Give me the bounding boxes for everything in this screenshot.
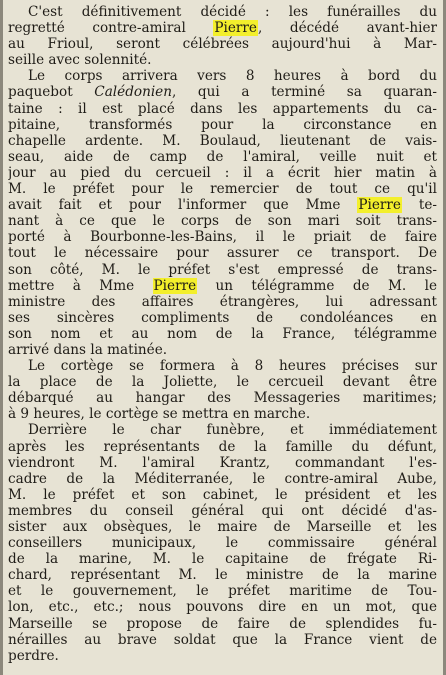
text-segment: jour au pied du cercueil : il a écrit hier matin à bbox=[8, 164, 437, 181]
highlighted-term: Pierre bbox=[153, 277, 197, 294]
text-line bbox=[8, 68, 437, 84]
text-segment: M. le préfet et son cabinet, le président et les bbox=[8, 486, 437, 503]
text-line bbox=[8, 20, 437, 36]
text-line bbox=[8, 84, 437, 100]
text-segment: seau, aide de camp de l'amiral, veille nuit et bbox=[8, 148, 437, 165]
text-line bbox=[8, 390, 437, 406]
text-line bbox=[8, 133, 437, 149]
text-line bbox=[8, 310, 437, 326]
text-line bbox=[8, 229, 437, 245]
text-segment: de la marine, M. le capitaine de frégate Ri- bbox=[8, 551, 437, 568]
text-line bbox=[8, 503, 437, 519]
text-segment: regretté contre-amiral bbox=[8, 20, 214, 37]
text-line bbox=[8, 455, 437, 471]
text-segment: Marseille se propose de faire de splendides fu- bbox=[8, 615, 437, 632]
text-line bbox=[8, 245, 437, 261]
text-line bbox=[8, 551, 437, 567]
text-line bbox=[8, 4, 437, 20]
text-segment: la place de la Joliette, le cercueil devant être bbox=[8, 374, 437, 391]
text-segment: avait fait et pour l'informer que Mme bbox=[8, 197, 358, 214]
text-segment: cadre de la Méditerranée, le contre-amiral Aube, bbox=[8, 470, 437, 487]
text-line bbox=[8, 648, 437, 664]
text-segment: , qui a terminé sa quaran- bbox=[171, 84, 437, 101]
text-segment: ministre des affaires étrangères, lui adressant bbox=[8, 293, 437, 310]
text-line bbox=[8, 117, 437, 133]
text-segment: Derrière le char funèbre, et immédiatement bbox=[28, 422, 437, 439]
text-segment: seille avec solennité. bbox=[8, 52, 152, 69]
text-line bbox=[8, 342, 437, 358]
text-line bbox=[8, 36, 437, 52]
text-segment: taine : il est placé dans les appartements du ca- bbox=[8, 100, 437, 117]
text-segment: son côté, M. le préfet s'est empressé de trans- bbox=[8, 261, 437, 278]
text-segment: ses sincères compliments de condoléances en bbox=[8, 309, 437, 326]
text-line bbox=[8, 406, 437, 422]
text-line bbox=[8, 213, 437, 229]
text-line bbox=[8, 616, 437, 632]
text-segment: viendront M. l'amiral Krantz, commandant l'es- bbox=[8, 454, 437, 471]
text-segment: à 9 heures, le cortège se mettra en marche. bbox=[8, 406, 311, 423]
text-segment: C'est définitivement décidé : les funérailles du bbox=[28, 4, 437, 20]
text-line bbox=[8, 294, 437, 310]
text-segment: membres du conseil général qui ont décidé d'as- bbox=[8, 502, 437, 519]
text-line bbox=[8, 439, 437, 455]
text-segment: son nom et au nom de la France, télégramme bbox=[8, 325, 437, 342]
text-segment: Le corps arrivera vers 8 heures à bord du bbox=[28, 68, 437, 85]
text-segment: débarqué au hangar des Messageries maritimes; bbox=[8, 390, 437, 407]
text-segment: paquebot bbox=[8, 84, 95, 101]
text-line bbox=[8, 278, 437, 294]
text-segment: après les représentants de la famille du défunt, bbox=[8, 438, 437, 455]
text-segment: porté à Bourbonne-les-Bains, il le priait de faire bbox=[8, 229, 437, 246]
text-segment: nant à ce que le corps de son mari soit trans- bbox=[8, 213, 437, 230]
text-segment: au Frioul, seront célébrées aujourd'hui à Mar- bbox=[8, 36, 437, 53]
text-line bbox=[8, 262, 437, 278]
article-column bbox=[8, 4, 437, 675]
text-line bbox=[8, 632, 437, 648]
text-line bbox=[8, 422, 437, 438]
text-line bbox=[8, 567, 437, 583]
text-segment: un télégramme de M. le bbox=[197, 277, 437, 294]
text-segment: M. le préfet pour le remercier de tout ce qu'il bbox=[8, 181, 437, 198]
text-line bbox=[8, 149, 437, 165]
text-line bbox=[8, 358, 437, 374]
text-segment: perdre. bbox=[8, 647, 59, 664]
highlighted-term: Pierre bbox=[214, 20, 257, 37]
text-segment: tout le nécessaire pour assurer ce transport. De bbox=[8, 245, 437, 262]
text-segment: nérailles au brave soldat que la France vient de bbox=[8, 631, 437, 648]
text-segment: te- bbox=[401, 197, 437, 214]
text-line bbox=[8, 181, 437, 197]
text-segment: chapelle ardente. M. Boulaud, lieutenant de vais- bbox=[8, 132, 437, 149]
text-segment: Le cortège se formera à 8 heures précises sur bbox=[28, 358, 437, 375]
highlighted-term: Pierre bbox=[358, 197, 401, 214]
text-line bbox=[8, 535, 437, 551]
text-segment: mettre à Mme bbox=[8, 277, 153, 294]
text-segment: arrivé dans la matinée. bbox=[8, 341, 168, 358]
text-line bbox=[8, 52, 437, 68]
column-rule-left bbox=[0, 0, 3, 675]
text-line bbox=[8, 197, 437, 213]
text-segment: lon, etc., etc.; nous pouvons dire en un mot, que bbox=[8, 599, 437, 616]
text-line bbox=[8, 471, 437, 487]
text-line bbox=[8, 599, 437, 615]
text-segment: pitaine, transformés pour la circonstance en bbox=[8, 116, 437, 133]
text-line bbox=[8, 374, 437, 390]
text-line bbox=[8, 165, 437, 181]
text-line bbox=[8, 487, 437, 503]
text-segment: et le gouvernement, le préfet maritime de Tou- bbox=[8, 583, 437, 600]
text-line bbox=[8, 101, 437, 117]
text-line bbox=[8, 326, 437, 342]
text-segment: , décédé avant-hier bbox=[257, 20, 437, 37]
text-segment: conseillers municipaux, le commissaire général bbox=[8, 535, 437, 552]
text-segment: chard, représentant M. le ministre de la marine bbox=[8, 567, 437, 584]
ship-name: Calédonien bbox=[94, 84, 172, 101]
text-line bbox=[8, 583, 437, 599]
text-line bbox=[8, 519, 437, 535]
text-segment: sister aux obsèques, le maire de Marseille et les bbox=[8, 519, 437, 535]
